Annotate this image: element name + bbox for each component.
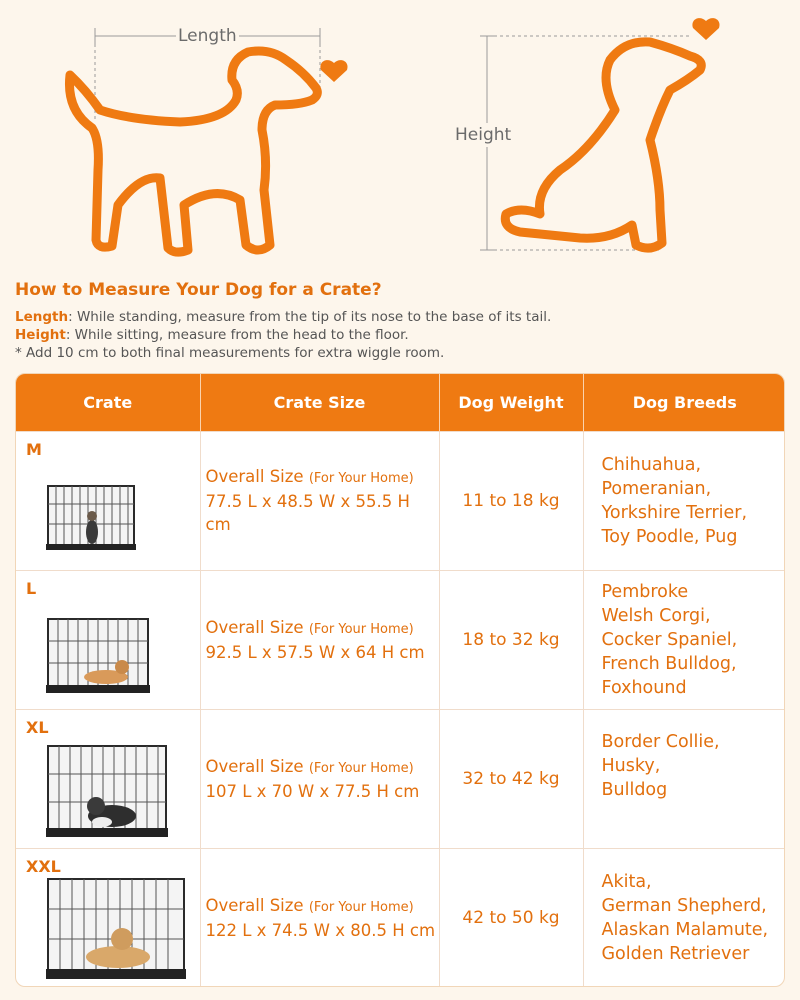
breed-item: Cocker Spaniel,: [601, 629, 738, 650]
crate-cell: [16, 570, 200, 709]
crate-size-table: [15, 373, 785, 987]
size-code: XXL: [26, 856, 61, 876]
breed-item: Welsh Corgi,: [601, 605, 711, 626]
breed-item: Border Collie,: [601, 731, 720, 752]
crate-size-cell: [200, 570, 439, 709]
overall-size-label: Overall Size: [205, 895, 304, 915]
dimensions: 92.5 L x 57.5 W x 64 H cm: [205, 642, 425, 662]
breed-item: Pembroke: [601, 581, 689, 602]
overall-size-line: [206, 465, 438, 490]
table-row: [16, 848, 785, 987]
guide-title: How to Measure Your Dog for a Crate?: [15, 280, 382, 300]
crate-size-cell: [200, 431, 439, 570]
dog-weight: 42 to 50 kg: [439, 848, 583, 987]
heart-icon: [320, 60, 347, 82]
table-row: [16, 709, 785, 848]
height-label: Height: [455, 125, 512, 145]
breed-item: Yorkshire Terrier,: [601, 502, 748, 523]
crate-cell: [16, 709, 200, 848]
size-code: L: [26, 578, 37, 598]
sitting-dog-icon: [505, 42, 701, 248]
height-term: Height: [15, 327, 66, 343]
dog-measure-illustration: [0, 0, 800, 270]
dog-weight: 11 to 18 kg: [439, 431, 583, 570]
crate-l-image: [46, 617, 150, 695]
dog-breeds: [583, 848, 785, 987]
overall-size-sub: (For Your Home): [308, 471, 414, 486]
crate-xxl-image: [46, 877, 186, 981]
overall-size-line: [206, 755, 438, 780]
header-crate-size: Crate Size: [200, 374, 439, 431]
dog-weight: 18 to 32 kg: [439, 570, 583, 709]
header-dog-weight: Dog Weight: [439, 374, 583, 431]
dog-breeds: [583, 709, 785, 848]
dimensions: 107 L x 70 W x 77.5 H cm: [205, 781, 420, 801]
breed-item: Alaskan Malamute,: [601, 919, 769, 940]
standing-dog-icon: [69, 51, 317, 252]
dimensions: 77.5 L x 48.5 W x 55.5 H cm: [205, 492, 410, 534]
breed-item: Akita,: [601, 871, 652, 892]
length-term: Length: [15, 309, 69, 325]
breed-item: Chihuahua,: [601, 454, 702, 475]
dog-breeds: [583, 570, 785, 709]
breed-item: Golden Retriever: [601, 943, 750, 964]
length-text: : While standing, measure from the tip of its nose to the base of its tail.: [68, 309, 552, 325]
overall-size-label: Overall Size: [205, 617, 304, 637]
dog-breeds: [583, 431, 785, 570]
measure-guide: [15, 280, 785, 362]
table-row: [16, 570, 785, 709]
breed-item: Toy Poodle, Pug: [601, 526, 738, 547]
table-row: [16, 431, 785, 570]
breed-item: Foxhound: [601, 677, 687, 698]
overall-size-sub: (For Your Home): [308, 760, 414, 776]
dog-weight: 32 to 42 kg: [439, 709, 583, 848]
table-header-row: [16, 374, 785, 431]
size-code: XL: [26, 717, 49, 737]
header-crate: Crate: [16, 374, 200, 431]
height-instruction: [15, 326, 785, 344]
overall-size-line: [206, 616, 438, 641]
overall-size-sub: (For Your Home): [308, 899, 414, 915]
overall-size-line: [206, 894, 438, 919]
breed-item: Pomeranian,: [601, 478, 712, 499]
size-code: M: [26, 439, 42, 459]
overall-size-sub: (For Your Home): [308, 621, 414, 637]
crate-xl-image: [46, 744, 168, 840]
dimensions: 122 L x 74.5 W x 80.5 H cm: [205, 920, 436, 940]
crate-size-cell: [200, 709, 439, 848]
heart-icon: [692, 18, 719, 40]
length-instruction: [15, 308, 785, 326]
overall-size-label: Overall Size: [205, 467, 304, 486]
overall-size-label: Overall Size: [205, 756, 304, 776]
extra-room-note: * Add 10 cm to both final measurements for extra wiggle room.: [15, 345, 445, 361]
crate-m-image: [46, 484, 136, 552]
breed-item: Husky,: [601, 755, 661, 776]
crate-cell: [16, 848, 200, 987]
breed-item: Bulldog: [601, 779, 668, 800]
breed-item: French Bulldog,: [601, 653, 737, 674]
height-text: : While sitting, measure from the head to the floor.: [65, 327, 409, 343]
length-label: Length: [178, 26, 237, 46]
crate-size-cell: [200, 848, 439, 987]
header-dog-breeds: Dog Breeds: [632, 392, 737, 412]
crate-cell: [16, 431, 200, 570]
breed-item: German Shepherd,: [601, 895, 767, 916]
